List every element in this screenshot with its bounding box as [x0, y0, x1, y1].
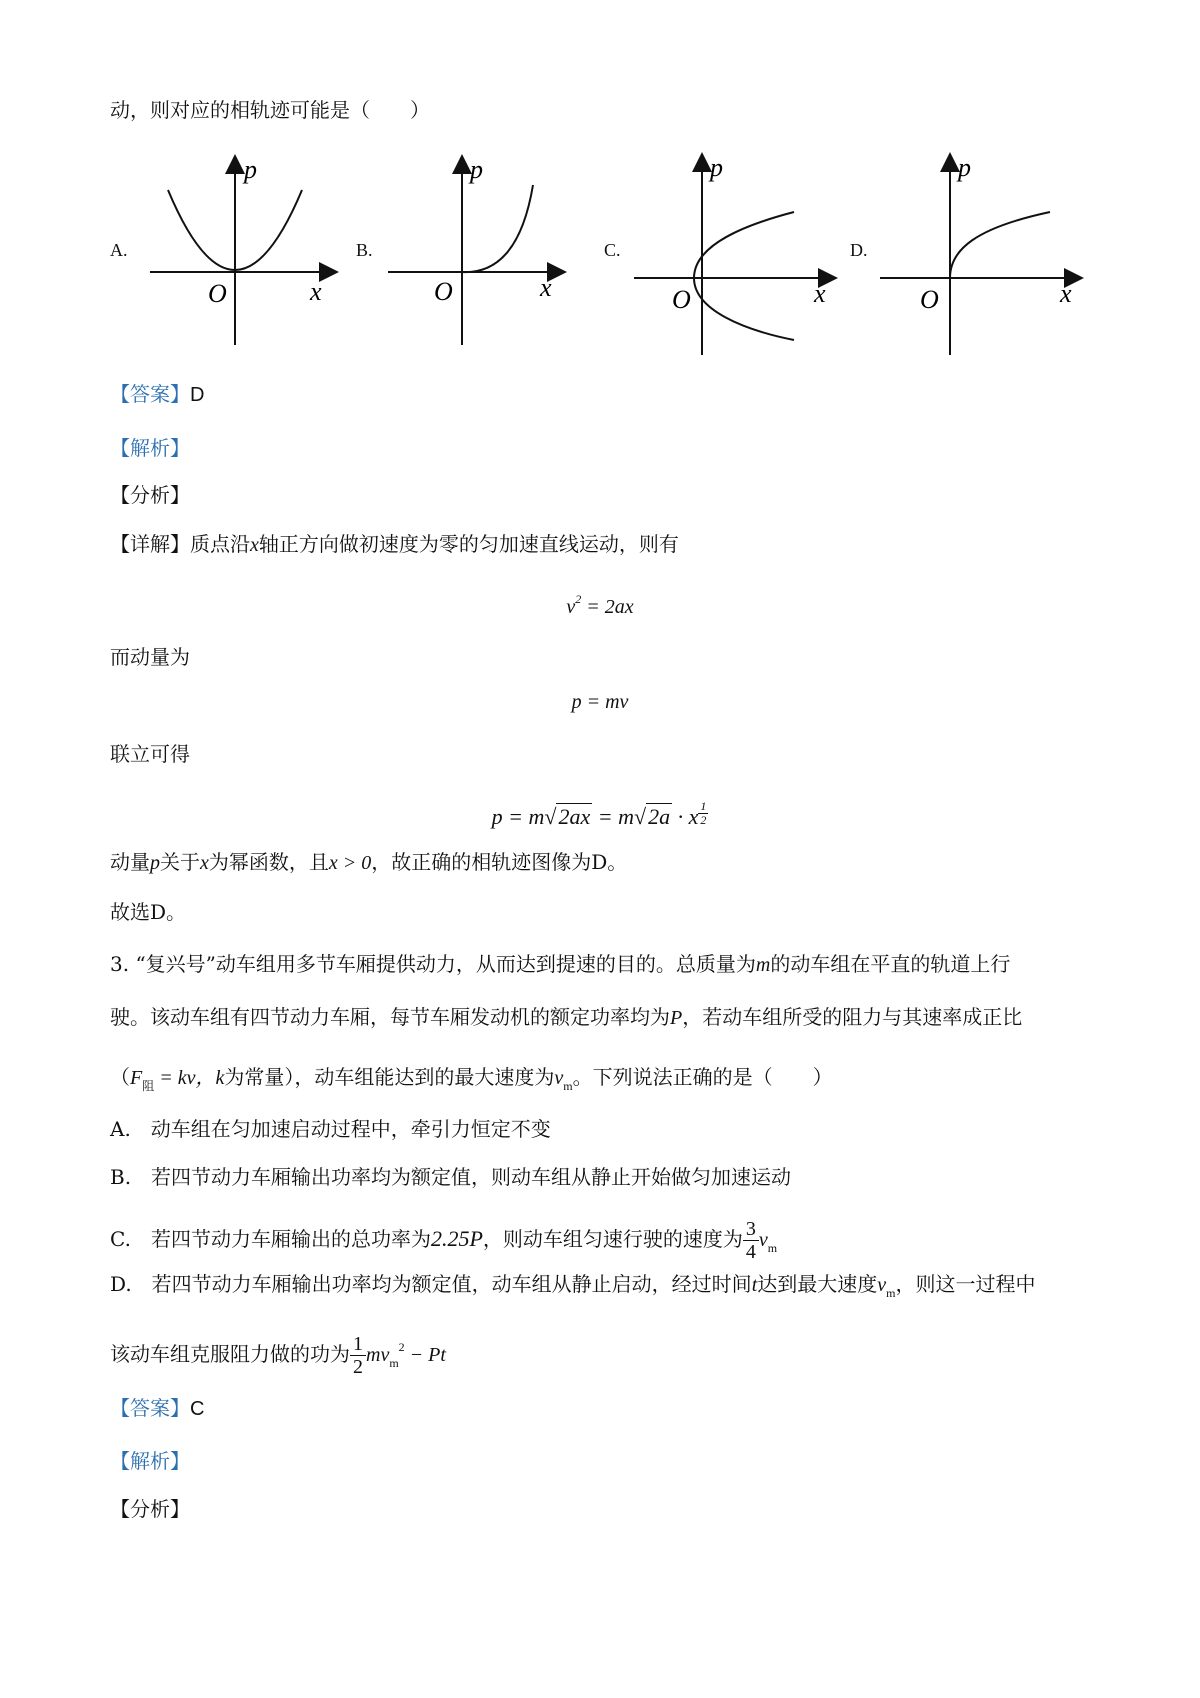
choose-text: 故选D。 [110, 900, 187, 924]
concl-d: ，故正确的相轨迹图像为D。 [371, 850, 628, 874]
q3-option-c [110, 1218, 777, 1263]
stem1-m: m [755, 954, 771, 976]
p-label: p [710, 153, 723, 182]
graph-d [880, 150, 1100, 360]
x-label: x [310, 277, 322, 306]
analysis-tag: 【解析】 [110, 436, 190, 460]
stem2-a: 驶。该动车组有四节动力车厢，每节车厢发动机的额定功率均为 [110, 1005, 670, 1029]
graph-b-label: B. [356, 240, 373, 260]
optD-v: v [877, 1274, 887, 1296]
q3-stem-3 [110, 1063, 833, 1100]
curve [694, 212, 794, 340]
q3-stem-1 [110, 950, 1010, 979]
stem2-b: ，若动车组所受的阻力与其速率成正比 [682, 1005, 1023, 1029]
graph-d-label: D. [850, 240, 868, 260]
equation-1 [0, 585, 1200, 621]
momentum-text: 而动量为 [110, 645, 190, 669]
optC-den: 4 [745, 1241, 756, 1263]
concl-x: x [200, 852, 209, 874]
curve [462, 185, 533, 272]
stem3-k: ，k [195, 1067, 225, 1089]
x-label: x [814, 279, 826, 308]
p-label: p [958, 153, 971, 182]
concl-c: 为幂函数，且 [208, 850, 329, 874]
optD2-tail: − Pt [404, 1344, 446, 1366]
q3-answer-value: C [190, 1398, 205, 1420]
origin-label: O [920, 285, 939, 314]
graph-a-label: A. [110, 240, 128, 260]
x-label: x [1060, 279, 1072, 308]
optD2-den: 2 [353, 1356, 363, 1378]
combine-text: 联立可得 [110, 742, 190, 766]
optC-m: m [767, 1241, 778, 1255]
q3-stem-2 [110, 1003, 1022, 1032]
q2-answer-line [110, 380, 204, 409]
detail-x: x [250, 534, 259, 556]
optC-v: v [758, 1229, 768, 1251]
eq3-exponent [698, 800, 708, 827]
optC-frac [743, 1218, 759, 1263]
stem1-b: 的动车组在平直的轨道上行 [770, 952, 1011, 976]
stem3-F: F [130, 1067, 143, 1089]
stem3-open: （ [110, 1065, 130, 1089]
optC-val: 2.25P [430, 1226, 483, 1251]
eq3-num: 1 [700, 799, 707, 813]
q3-fenxi-tag: 【分析】 [110, 1497, 190, 1521]
graph-a [150, 150, 350, 350]
concl-b: 关于 [160, 850, 200, 874]
origin-label: O [208, 279, 227, 308]
eq1-v: v [566, 596, 576, 618]
eq3-dot: · x [672, 804, 699, 829]
curve [950, 212, 1050, 278]
optC-b: ，则动车组匀速行驶的速度为 [482, 1227, 743, 1251]
detail-line [110, 530, 679, 559]
eq3-left: p = m [491, 804, 545, 829]
stem3-const: 为常量），动车组能达到的最大速度为 [224, 1065, 555, 1089]
stem3-sub: 阻 [142, 1079, 155, 1093]
equation-3: p = m√2ax = m√2a · x $\frac{1}{2}$ [491, 799, 707, 829]
answer-value: D [190, 384, 205, 406]
optD2-a: 该动车组克服阻力做的功为 [110, 1342, 350, 1366]
stem3-v: v [554, 1067, 564, 1089]
x-label: x [540, 273, 552, 302]
optD2-sup: 2 [398, 1340, 405, 1354]
q3-option-a: A. 动车组在匀加速启动过程中，牵引力恒定不变 [110, 1117, 551, 1141]
optD-t: t [751, 1274, 758, 1296]
q3-option-d-2 [110, 1333, 446, 1378]
eq1-sup: 2 [575, 592, 582, 606]
eq3-mid: = m [592, 804, 634, 829]
stem3-eq: = kv [154, 1067, 196, 1089]
graph-b [388, 150, 588, 350]
stem3-tail: 。下列说法正确的是（ ） [572, 1065, 833, 1089]
detail-text-b: 轴正方向做初速度为零的匀加速直线运动，则有 [258, 532, 679, 556]
detail-tag: 【详解】 [110, 532, 190, 556]
intro-text: 动，则对应的相轨迹可能是（ ） [110, 98, 430, 122]
optD2-frac [350, 1333, 366, 1378]
detail-text-a: 质点沿 [190, 532, 250, 556]
q3-option-d [110, 1270, 1035, 1307]
optC-num: 3 [743, 1218, 759, 1241]
p-label: p [244, 155, 257, 184]
optD-m: m [886, 1286, 896, 1300]
origin-label: O [672, 285, 691, 314]
concl-a: 动量 [110, 850, 150, 874]
origin-label: O [434, 277, 453, 306]
stem3-m: m [563, 1079, 573, 1093]
graph-c-label: C. [604, 240, 621, 260]
optD-b: 达到最大速度 [757, 1272, 878, 1296]
q3-answer-tag: 【答案】 [110, 1396, 190, 1420]
p-label: p [470, 155, 483, 184]
eq3-sqrt1: 2ax [558, 804, 591, 829]
optD2-num: 1 [350, 1333, 366, 1356]
q3-answer-line [110, 1394, 204, 1423]
answer-tag: 【答案】 [110, 382, 190, 406]
eq1-rest: = 2ax [581, 596, 634, 618]
fenxi-tag: 【分析】 [110, 483, 190, 507]
eq3-den: 2 [700, 813, 707, 827]
q3-option-b: B. 若四节动力车厢输出功率均为额定值，则动车组从静止开始做匀加速运动 [110, 1165, 792, 1189]
stem2-p: P [670, 1007, 683, 1029]
concl-ineq: x > 0 [328, 852, 372, 874]
optC-a: C. 若四节动力车厢输出的总功率为 [110, 1227, 431, 1251]
optD-a: D. 若四节动力车厢输出功率均为额定值，动车组从静止启动，经过时间 [110, 1272, 752, 1296]
equation-2: p = mv [571, 691, 629, 713]
stem1-a: 3. “复兴号”动车组用多节车厢提供动力，从而达到提速的目的。总质量为 [110, 952, 756, 976]
optD2-mv: mv [366, 1344, 390, 1366]
q3-analysis-tag: 【解析】 [110, 1449, 190, 1473]
graph-c [634, 150, 854, 360]
optD-c: ，则这一过程中 [895, 1272, 1036, 1296]
optD2-m: m [389, 1356, 399, 1370]
concl-p: p [150, 852, 160, 874]
conclusion-line [110, 848, 627, 877]
eq3-sqrt2: 2a [648, 804, 671, 829]
